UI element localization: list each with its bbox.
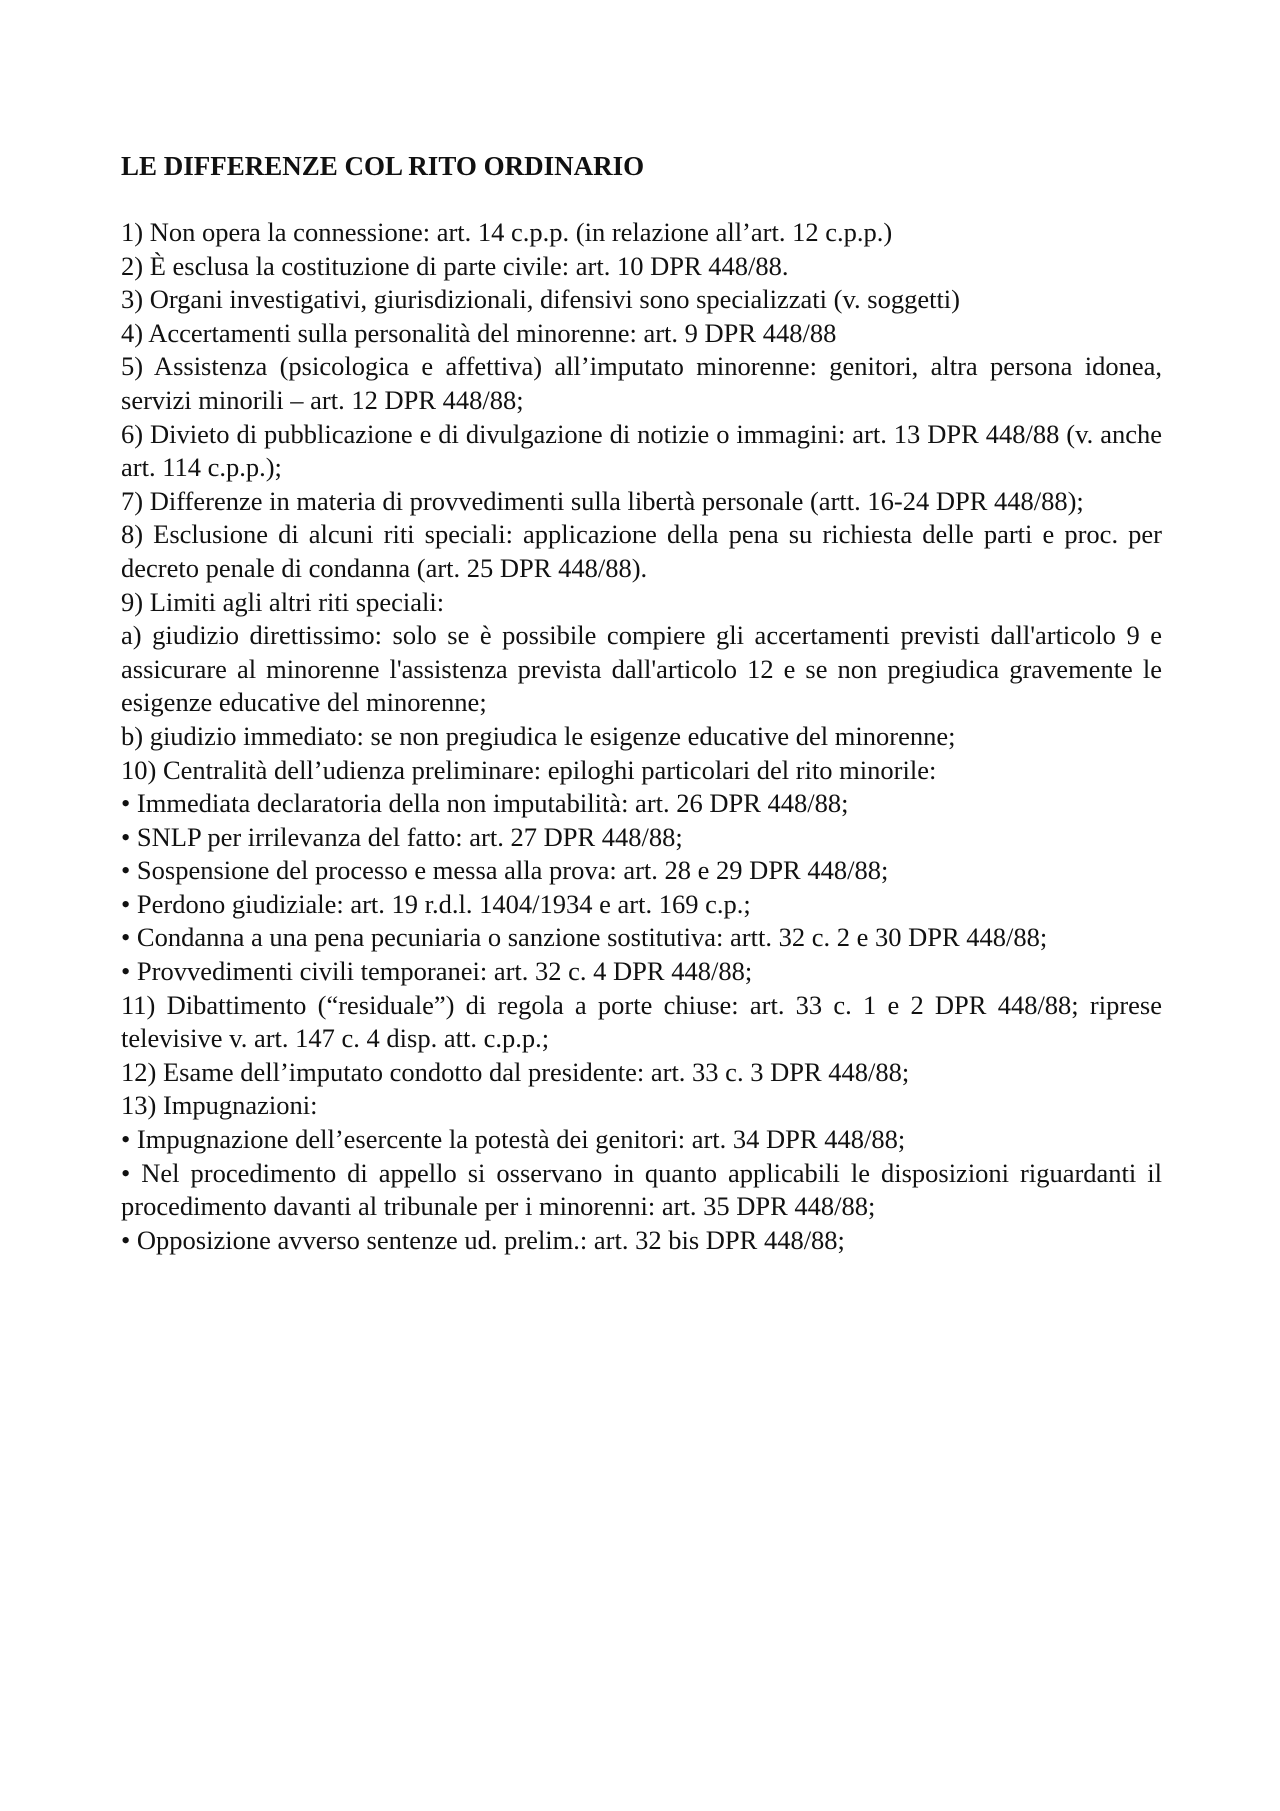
list-item: 1) Non opera la connessione: art. 14 c.p.p. (in relazione all’art. 12 c.p.p.): [121, 217, 893, 247]
list-item: • SNLP per irrilevanza del fatto: art. 27 DPR 448/88;: [121, 821, 683, 852]
list-item: • Immediata declaratoria della non imputabilità: art. 26 DPR 448/88;: [121, 788, 849, 819]
list-item: 7) Differenze in materia di provvedimenti sulla libertà personale (artt. 16-24 DPR 448/88);: [121, 485, 1084, 516]
list-item: 2) È esclusa la costituzione di parte civile: art. 10 DPR 448/88.: [121, 250, 789, 281]
list-item: • Provvedimenti civili temporanei: art. 32 c. 4 DPR 448/88;: [121, 956, 753, 987]
list-item: 10) Centralità dell’udienza preliminare: epiloghi particolari del rito minorile:: [121, 754, 937, 785]
list-item: 9) Limiti agli altri riti speciali:: [121, 586, 445, 617]
list-item: • Opposizione avverso sentenze ud. prelim.: art. 32 bis DPR 448/88;: [121, 1224, 845, 1255]
list-item: b) giudizio immediato: se non pregiudica le esigenze educative del minorenne;: [121, 720, 956, 751]
list-item: 4) Accertamenti sulla personalità del minorenne: art. 9 DPR 448/88: [121, 317, 837, 348]
list-item: 5) Assistenza (psicologica e affettiva) all’imputato minorenne: genitori, altra persona idonea, servizi minorili – art. 12 DPR 448/88;: [121, 351, 1162, 415]
list-item: • Condanna a una pena pecuniaria o sanzione sostitutiva: artt. 32 c. 2 e 30 DPR 448/88;: [121, 922, 1048, 953]
document-title: LE DIFFERENZE COL RITO ORDINARIO: [121, 151, 645, 181]
list-item: 6) Divieto di pubblicazione e di divulgazione di notizie o immagini: art. 13 DPR 448/88 (v. anche art. 114 c.p.p.);: [121, 418, 1162, 483]
list-item: 3) Organi investigativi, giurisdizionali, difensivi sono specializzati (v. soggetti): [121, 284, 960, 315]
document-body: [121, 149, 1162, 1257]
list-item: • Nel procedimento di appello si osservano in quanto applicabili le disposizioni riguardanti il procedimento davanti al tribunale per i minorenni: art. 35 DPR 448/88;: [121, 1157, 1162, 1222]
list-item: 8) Esclusione di alcuni riti speciali: applicazione della pena su richiesta delle parti e proc. per decreto penale di condanna (art. 25 DPR 448/88).: [121, 519, 1162, 583]
list-item: • Perdono giudiziale: art. 19 r.d.l. 1404/1934 e art. 169 c.p.;: [121, 888, 751, 919]
list-item: • Sospensione del processo e messa alla prova: art. 28 e 29 DPR 448/88;: [121, 855, 889, 886]
list-item: • Impugnazione dell’esercente la potestà dei genitori: art. 34 DPR 448/88;: [121, 1124, 906, 1155]
list-item: 11) Dibattimento (“residuale”) di regola a porte chiuse: art. 33 c. 1 e 2 DPR 448/88; riprese televisive v. art. 147 c. 4 disp. att. c.p.p.;: [121, 989, 1162, 1054]
item-list: [121, 216, 1162, 1257]
list-item: a) giudizio direttissimo: solo se è possibile compiere gli accertamenti previsti dall'articolo 9 e assicurare al minorenne l'assistenza prevista dall'articolo 12 e se non pregiudica gravemente le esigenze educative del minorenne;: [121, 620, 1162, 718]
list-item: 12) Esame dell’imputato condotto dal presidente: art. 33 c. 3 DPR 448/88;: [121, 1056, 910, 1087]
list-item: 13) Impugnazioni:: [121, 1090, 318, 1121]
